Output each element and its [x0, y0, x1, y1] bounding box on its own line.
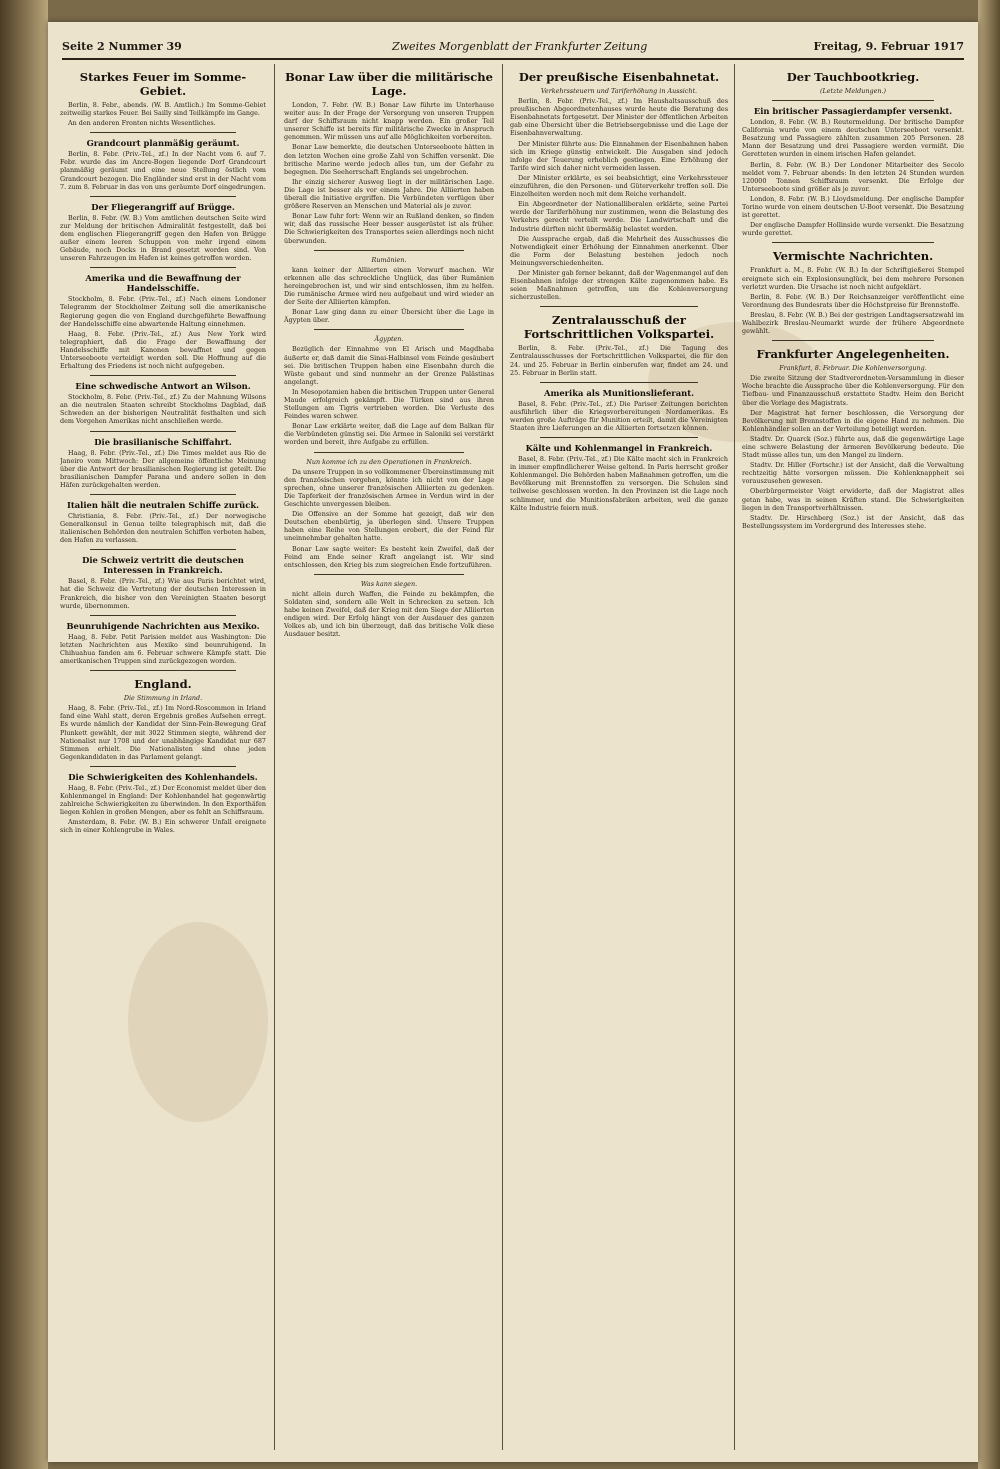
article-headline: Kälte und Kohlenmangel in Frankreich.	[525, 443, 713, 454]
article-separator	[314, 250, 464, 251]
article-paragraph: Ihr einzig sicherer Ausweg liegt in der militärischen Lage. Die Lage ist besser als vor einem Jahre. Die Alliierten haben überall die Initiative ergriffen. Die Verbündeten verfügen über größere Reserven an Menschen und Material als je zuvor.	[284, 177, 494, 211]
article-separator	[90, 766, 236, 767]
article-subheadline: (Letzte Meldungen.)	[819, 87, 887, 95]
article-separator	[90, 549, 236, 550]
article-separator	[314, 574, 464, 575]
article-headline: Bonar Law über die militärische Lage.	[285, 70, 493, 98]
issue-date: Freitag, 9. Februar 1917	[813, 40, 964, 53]
article-separator	[540, 306, 698, 307]
article-paragraph: Die Offensive an der Somme hat gezeigt, daß wir den Deutschen ebenbürtig, ja überlegen sind. Unsere Truppen haben eine Reihe von Stellungen erobert, die der Feind für uneinnehmbar gehalten hatte.	[284, 510, 494, 543]
article-separator	[772, 242, 934, 243]
article-paragraph: Stockholm, 8. Febr. (Priv.-Tel., zf.) Nach einem Londoner Telegramm der Stockholmer Zeitung soll die amerikanische Regierung gegen die von England durchgeführte Bewaffnung der Handelsschiffe eine abwartende Haltung einnehmen.	[60, 295, 266, 328]
article-separator	[90, 494, 236, 495]
column-rule	[274, 64, 275, 1450]
article-headline: Die brasilianische Schiffahrt.	[94, 436, 232, 447]
article-subheadline: Die Stimmung in Irland.	[123, 694, 203, 703]
article-separator	[90, 196, 236, 197]
article-separator	[90, 375, 236, 376]
article-paragraph: London, 8. Febr. (W. B.) Lloydsmeldung. Der englische Dampfer Torino wurde von einem deutschen U-Boot versenkt. Die Besatzung ist gerettet.	[742, 194, 964, 220]
article-paragraph: Amsterdam, 8. Febr. (W. B.) Ein schwerer Unfall ereignete sich in einer Kohlengrube in Wales.	[60, 818, 266, 835]
article-subheadline: Verkehrssteuern und Tariferhöhung in Aussicht.	[540, 87, 698, 95]
page-edge	[978, 0, 1000, 1469]
article-paragraph: nicht allein durch Waffen, die Feinde zu bekämpfen, die Soldaten sind, sondern alle Welt in Schrecken zu setzen. Ich habe keinen Zweifel, daß der Krieg mit dem Siege der Alliierten endigen wird. Der Erfolg hängt von der Ausdauer des ganzen Volkes ab, und ich bin überzeugt, daß das britische Volk diese Ausdauer besitzt.	[284, 589, 494, 639]
article-paragraph: Oberbürgermeister Voigt erwiderte, daß der Magistrat alles getan habe, was in seinen Kräften stand. Die Schwierigkeiten liegen in den Transportverhältnissen.	[742, 487, 964, 512]
article-separator	[540, 382, 698, 383]
article-headline: Zentralausschuß der Fortschrittlichen Volkspartei.	[523, 313, 715, 342]
article-paragraph: An den anderen Fronten nichts Wesentliches.	[68, 119, 216, 128]
article-separator	[90, 670, 236, 671]
article-paragraph: Bonar Law fuhr fort: Wenn wir an Rußland denken, so finden wir, daß das russische Heer besser ausgerüstet ist als früher. Die Schwierigkeiten des Transportes seien allerdings noch nicht überwunden.	[284, 212, 494, 245]
article-paragraph: Der englische Dampfer Hollinside wurde versenkt. Die Besatzung wurde gerettet.	[742, 221, 964, 238]
article-separator	[314, 329, 464, 330]
article-paragraph: Die Aussprache ergab, daß die Mehrheit des Ausschusses die Notwendigkeit einer Erhöhung der Einnahmen anerkennt. Über die Form der Belastung bestehen jedoch noch Meinungsverschiedenheiten.	[510, 234, 728, 267]
article-separator	[90, 132, 236, 133]
article-paragraph: kann keiner der Alliierten einen Vorwurf machen. Wir erkennen alle das schreckliche Unglück, das über Rumänien hereingebrochen ist, und wir sind entschlossen, ihm zu helfen. Die rumänische Armee wird neu aufgebaut und wird wieder an der Seite der Alliierten kämpfen.	[284, 265, 494, 307]
book-binding	[0, 0, 48, 1469]
article-separator	[772, 100, 934, 101]
article-paragraph: Haag, 8. Febr. (Priv.-Tel., zf.) Aus New York wird telegraphiert, daß die Frage der Bewaffnung der Handelsschiffe mit Kanonen bewaffnet und gegen Unterseeboote verteidigt werden soll. Die Hoffnung auf die Erhaltung des Friedens ist noch nicht aufgegeben.	[60, 329, 266, 371]
article-paragraph: Berlin, 8. Febr., abends. (W. B. Amtlich.) Im Somme-Gebiet zeitweilig starkes Feuer. Bei Sailly sind Teilkämpfe im Gange.	[60, 101, 266, 118]
article-separator	[314, 452, 464, 453]
article-paragraph: Basel, 8. Febr. (Priv.-Tel., zf.) Die Kälte macht sich in Frankreich in immer empfindlicherer Weise geltend. In Paris herrscht großer Kohlenmangel. Die Behörden haben Maßnahmen getroffen, um die Bevölkerung mit Brennstoffen zu versorgen. Die Schulen sind teilweise geschlossen worden. In den Provinzen ist die Lage noch schlimmer, und die Munitionsfabriken arbeiten, weil die ganze Kälte Industrie feiern muß.	[510, 455, 728, 512]
article-separator	[90, 267, 236, 268]
page-number: Seite 2 Nummer 39	[62, 40, 182, 53]
article-headline: Frankfurter Angelegenheiten.	[756, 347, 950, 362]
article-paragraph: Haag, 8. Febr. (Priv.-Tel., zf.) Die Times meldet aus Rio de Janeiro vom Mittwoch: Der allgemeine öffentliche Meinung über die Antwort der brasilianischen Regierung ist geteilt. Die brasilianischen Dampfer Parana und andere sollen in den Häfen zurückgehalten werden.	[60, 448, 266, 489]
article-paragraph: Da unsere Truppen in so vollkommener Übereinstimmung mit den französischen vorgehen, könnte ich nicht von der Lage sprechen, ohne unserer französischen Alliierten zu gedenken. Die Tapferkeit der französischen Armee in Verdun wird in der Geschichte unvergessen bleiben.	[284, 467, 494, 509]
article-paragraph: London, 7. Febr. (W. B.) Bonar Law führte im Unterhause weiter aus: In der Frage der Versorgung von unseren Truppen darf der Schiffsraum nicht knapp werden. Ein großer Teil unserer Schiffe ist bereits für militärische Zwecke in Anspruch genommen. Wir müssen uns auf alle Möglichkeiten vorbereiten.	[284, 101, 494, 142]
article-paragraph: Berlin, 8. Febr. (W. B.) Der Reichsanzeiger veröffentlicht eine Verordnung des Bundesrats über die Höchstpreise für Brennstoffe.	[742, 292, 964, 309]
article-headline: Was kann siegen.	[360, 579, 418, 588]
article-headline: Starkes Feuer im Somme-Gebiet.	[79, 70, 247, 98]
article-paragraph: Bezüglich der Einnahme von El Arisch und Magdhaba äußerte er, daß damit die Sinai-Halbinsel vom Feinde gesäubert sei. Die britischen Truppen haben eine Eisenbahn durch die Wüste gebaut und sind nunmehr an der Grenze Palästinas angelangt.	[284, 345, 494, 386]
column-1	[60, 64, 266, 1450]
article-separator	[90, 615, 236, 616]
article-paragraph: Frankfurt a. M., 8. Febr. (W. B.) In der Schriftgießerei Stempel ereignete sich ein Explosionsunglück, bei dem mehrere Personen verletzt wurden. Die Ursache ist noch nicht aufgeklärt.	[742, 266, 964, 291]
column-4	[742, 64, 964, 1450]
article-headline: Beunruhigende Nachrichten aus Mexiko.	[66, 620, 260, 631]
column-3	[510, 64, 728, 1450]
article-paragraph: Haag, 8. Febr. (Priv.-Tel., zf.) Der Economist meldet über den Kohlenmangel in England: Der Kohlenhandel hat gegenwärtig zahlreiche Schwierigkeiten zu überwinden. In den Exporthäfen liegen Kohlen in großen Mengen, aber es fehlt an Schiffsraum.	[60, 783, 266, 817]
article-paragraph: Berlin, 8. Febr. (Priv.-Tel., zf.) In der Nacht vom 6. auf 7. Febr. wurde das im Ancre-Bogen liegende Dorf Grandcourt planmäßig geräumt und eine neue Stellung östlich vom Grandcourt bezogen. Die Engländer sind erst in der Nacht vom 7. zum 8. Februar in das von uns geräumte Dorf eingedrungen.	[60, 150, 266, 191]
newspaper-page	[48, 22, 978, 1462]
article-headline: Der Tauchbootkrieg.	[786, 70, 920, 84]
column-rule	[734, 64, 735, 1450]
article-subheadline: Frankfurt, 8. Februar. Die Kohlenversorgung.	[779, 364, 927, 373]
article-headline: Nun komme ich zu den Operationen in Frankreich.	[306, 457, 472, 466]
article-paragraph: Haag, 8. Febr. (Priv.-Tel., zf.) Im Nord-Roscommon in Irland fand eine Wahl statt, deren Ergebnis großes Aufsehen erregt. Es wurde nämlich der Kandidat der Sinn-Fein-Bewegung Graf Plunkett gewählt, der mit 3022 Stimmen siegte, während der Nationalist nur 1708 und der unabhängige Kandidat nur 687 Stimmen erhielt. Die Nationalisten sind ohne jeden Gegenkandidaten in das Parlament gelangt.	[60, 704, 266, 761]
article-paragraph: Basel, 8. Febr. (Priv.-Tel., zf.) Wie aus Paris berichtet wird, hat die Schweiz die Vertretung der deutschen Interessen in Frankreich, die bisher von den Vereinigten Staaten besorgt wurde, übernommen.	[60, 577, 266, 610]
article-headline: Ägypten.	[374, 335, 404, 344]
article-headline: Ein britischer Passagierdampfer versenkt.	[753, 106, 953, 117]
article-paragraph: Der Minister führte aus: Die Einnahmen der Eisenbahnen haben sich im Kriege günstig entwickelt. Die Ausgaben sind jedoch infolge der Teuerung erheblich gestiegen. Eine Erhöhung der Tarife wird sich daher nicht vermeiden lassen.	[510, 139, 728, 172]
article-paragraph: Die zweite Sitzung der Stadtverordneten-Versammlung in dieser Woche brachte die Aussprache über die Kohlenversorgung. Für den Tiefbau- und Finanzausschuß erstattete Stadtv. Heim den Bericht über die Vorlage des Magistrats.	[742, 374, 964, 407]
article-paragraph: Bonar Law sagte weiter: Es besteht kein Zweifel, daß der Feind am Ende seiner Kraft angelangt ist. Wir sind entschlossen, den Krieg bis zum siegreichen Ende fortzuführen.	[284, 544, 494, 569]
article-headline: Eine schwedische Antwort an Wilson.	[75, 381, 251, 392]
article-headline: Die Schweiz vertritt die deutschen Interessen in Frankreich.	[82, 555, 244, 576]
article-paragraph: Basel, 8. Febr. (Priv.-Tel., zf.) Die Pariser Zeitungen berichten ausführlich über die Kriegsvorbereitungen Nordamerikas. Es werden große Aufträge für Munition erteilt, damit die Vereinigten Staaten ihre Lieferungen an die Alliierten fortsetzen können.	[510, 399, 728, 432]
article-paragraph: Berlin, 8. Febr. (Priv.-Tel., zf.) Im Haushaltsausschuß des preußischen Abgeordnetenhauses wurde heute die Beratung des Eisenbahnetats fortgesetzt. Der Minister der öffentlichen Arbeiten gab eine Übersicht über die Betriebsergebnisse und die Lage der Eisenbahnverwaltung.	[510, 97, 728, 138]
article-paragraph: Ein Abgeordneter der Nationalliberalen erklärte, seine Partei werde der Tariferhöhung nur zustimmen, wenn die Belastung des Verkehrs gerecht verteilt werde. Die Landwirtschaft und die Industrie dürften nicht übermäßig belastet werden.	[510, 200, 728, 233]
article-headline: Amerika und die Bewaffnung der Handelsschiffe.	[85, 273, 241, 294]
article-headline: Der preußische Eisenbahnetat.	[518, 70, 720, 84]
article-headline: Amerika als Munitionslieferant.	[543, 387, 695, 398]
article-separator	[540, 437, 698, 438]
article-paragraph: Bonar Law erklärte weiter, daß die Lage auf dem Balkan für die Verbündeten günstig sei. Die Armee in Saloniki sei verstärkt worden und bereit, ihre Aufgabe zu erfüllen.	[284, 422, 494, 447]
article-headline: Rumänien.	[371, 255, 407, 264]
article-paragraph: Bonar Law bemerkte, die deutschen Unterseeboote hätten in den letzten Wochen eine große Zahl von Schiffen versenkt. Die britische Marine werde jedoch alles tun, um der Gefahr zu begegnen. Die Seeherrschaft Englands sei ungebrochen.	[284, 143, 494, 176]
article-headline: Grandcourt planmäßig geräumt.	[86, 138, 240, 149]
article-paragraph: In Mesopotamien haben die britischen Truppen unter General Maude erfolgreich gekämpft. Die Türken sind aus ihren Stellungen am Tigris vertrieben worden. Die Verluste des Feindes waren schwer.	[284, 387, 494, 421]
article-paragraph: Berlin, 8. Febr. (Priv.-Tel., zf.) Die Tagung des Zentralausschusses der Fortschrittlichen Volkspartei, die für den 24. und 25. Februar in Berlin einberufen war, findet am 24. und 25. Februar in Berlin statt.	[510, 344, 728, 377]
article-paragraph: Der Minister erklärte, es sei beabsichtigt, eine Verkehrssteuer einzuführen, die den Personen- und Güterverkehr treffen soll. Die Einzelheiten werden noch mit dem Reiche verhandelt.	[510, 173, 728, 199]
page-header	[62, 36, 964, 60]
column-2	[284, 64, 494, 1450]
article-paragraph: Der Minister gab ferner bekannt, daß der Wagenmangel auf den Eisenbahnen infolge der strengen Kälte zugenommen habe. Es seien Maßnahmen getroffen, um die Kohlenversorgung sicherzustellen.	[510, 268, 728, 302]
article-headline: Die Schwierigkeiten des Kohlenhandels.	[68, 771, 258, 782]
article-paragraph: Stadtv. Dr. Hiller (Fortschr.) ist der Ansicht, daß die Verwaltung rechtzeitig hätte vorsorgen müssen. Die Kohlenknappheit sei vorauszusehen gewesen.	[742, 461, 964, 486]
column-rule	[502, 64, 503, 1450]
article-paragraph: Breslau, 8. Febr. (W. B.) Bei der gestrigen Landtagsersatzwahl im Wahlbezirk Breslau-Neumarkt wurde der frühere Abgeordnete gewählt.	[742, 310, 964, 336]
article-headline: Vermischte Nachrichten.	[772, 249, 934, 264]
article-paragraph: Haag, 8. Febr. Petit Parisien meldet aus Washington: Die letzten Nachrichten aus Mexiko sind beunruhigend. In Chihuahua fanden am 6. Februar schwere Kämpfe statt. Die amerikanischen Truppen sind zurückgezogen worden.	[60, 632, 266, 666]
article-paragraph: London, 8. Febr. (W. B.) Reutermeldung. Der britische Dampfer California wurde von einem deutschen Unterseeboot versenkt. Besatzung und Passagiere zählten zusammen 205 Personen. 28 Mann der Besatzung und drei Passagiere werden vermißt. Die Geretteten wurden in einem irischen Hafen gelandet.	[742, 118, 964, 159]
article-separator	[90, 431, 236, 432]
article-paragraph: Berlin, 8. Febr. (W. B.) Vom amtlichen deutschen Seite wird zur Meldung der britischen Admiralität festgestellt, daß bei dem englischen Fliegerangriff gegen den Hafen von Brügge außer einem leeren Schuppen von mehr irgend einem Gebäude, noch Docks in Brand gesetzt worden sind. Von unseren Fahrzeugen im Hafen ist keines getroffen worden.	[60, 213, 266, 263]
article-headline: Der Fliegerangriff auf Brügge.	[91, 201, 235, 212]
article-headline: England.	[134, 677, 192, 692]
article-headline: Italien hält die neutralen Schiffe zurück.	[66, 500, 260, 510]
article-separator	[772, 340, 934, 341]
article-paragraph: Stockholm, 8. Febr. (Priv.-Tel., zf.) Zu der Mahnung Wilsons an die neutralen Staaten schreibt Stockholms Dagblad, daß Schweden an der bisherigen Neutralität festhalten und sich dem Vorgehen Amerikas nicht anschließen werde.	[60, 393, 266, 426]
article-paragraph: Stadtv. Dr. Hirschberg (Soz.) ist der Ansicht, daß das Bestellungssystem im Vordergrund des Interesses stehe.	[742, 513, 964, 530]
article-paragraph: Christiania, 8. Febr. (Priv.-Tel., zf.) Der norwegische Generalkonsul in Genua teilte telegraphisch mit, daß die italienischen Behörden den neutralen Schiffen verboten haben, den Hafen zu verlassen.	[60, 512, 266, 545]
article-paragraph: Der Magistrat hat ferner beschlossen, die Versorgung der Bevölkerung mit Brennstoffen in die eigene Hand zu nehmen. Die Kohlenhändler sollen an der Verteilung beteiligt werden.	[742, 408, 964, 433]
article-paragraph: Berlin, 8. Febr. (W. B.) Der Londoner Mitarbeiter des Secolo meldet vom 7. Februar abends: In den letzten 24 Stunden wurden 120000 Tonnen Schiffsraum versenkt. Die Erfolge der Unterseeboote sind größer als je zuvor.	[742, 160, 964, 193]
article-paragraph: Bonar Law ging dann zu einer Übersicht über die Lage in Ägypten über.	[284, 308, 494, 325]
masthead-title: Zweites Morgenblatt der Frankfurter Zeitung	[392, 40, 648, 53]
article-paragraph: Stadtv. Dr. Quarck (Soz.) führte aus, daß die gegenwärtige Lage eine schwere Belastung der ärmeren Bevölkerung bedeute. Die Stadt müsse alles tun, um den Mangel zu lindern.	[742, 434, 964, 460]
